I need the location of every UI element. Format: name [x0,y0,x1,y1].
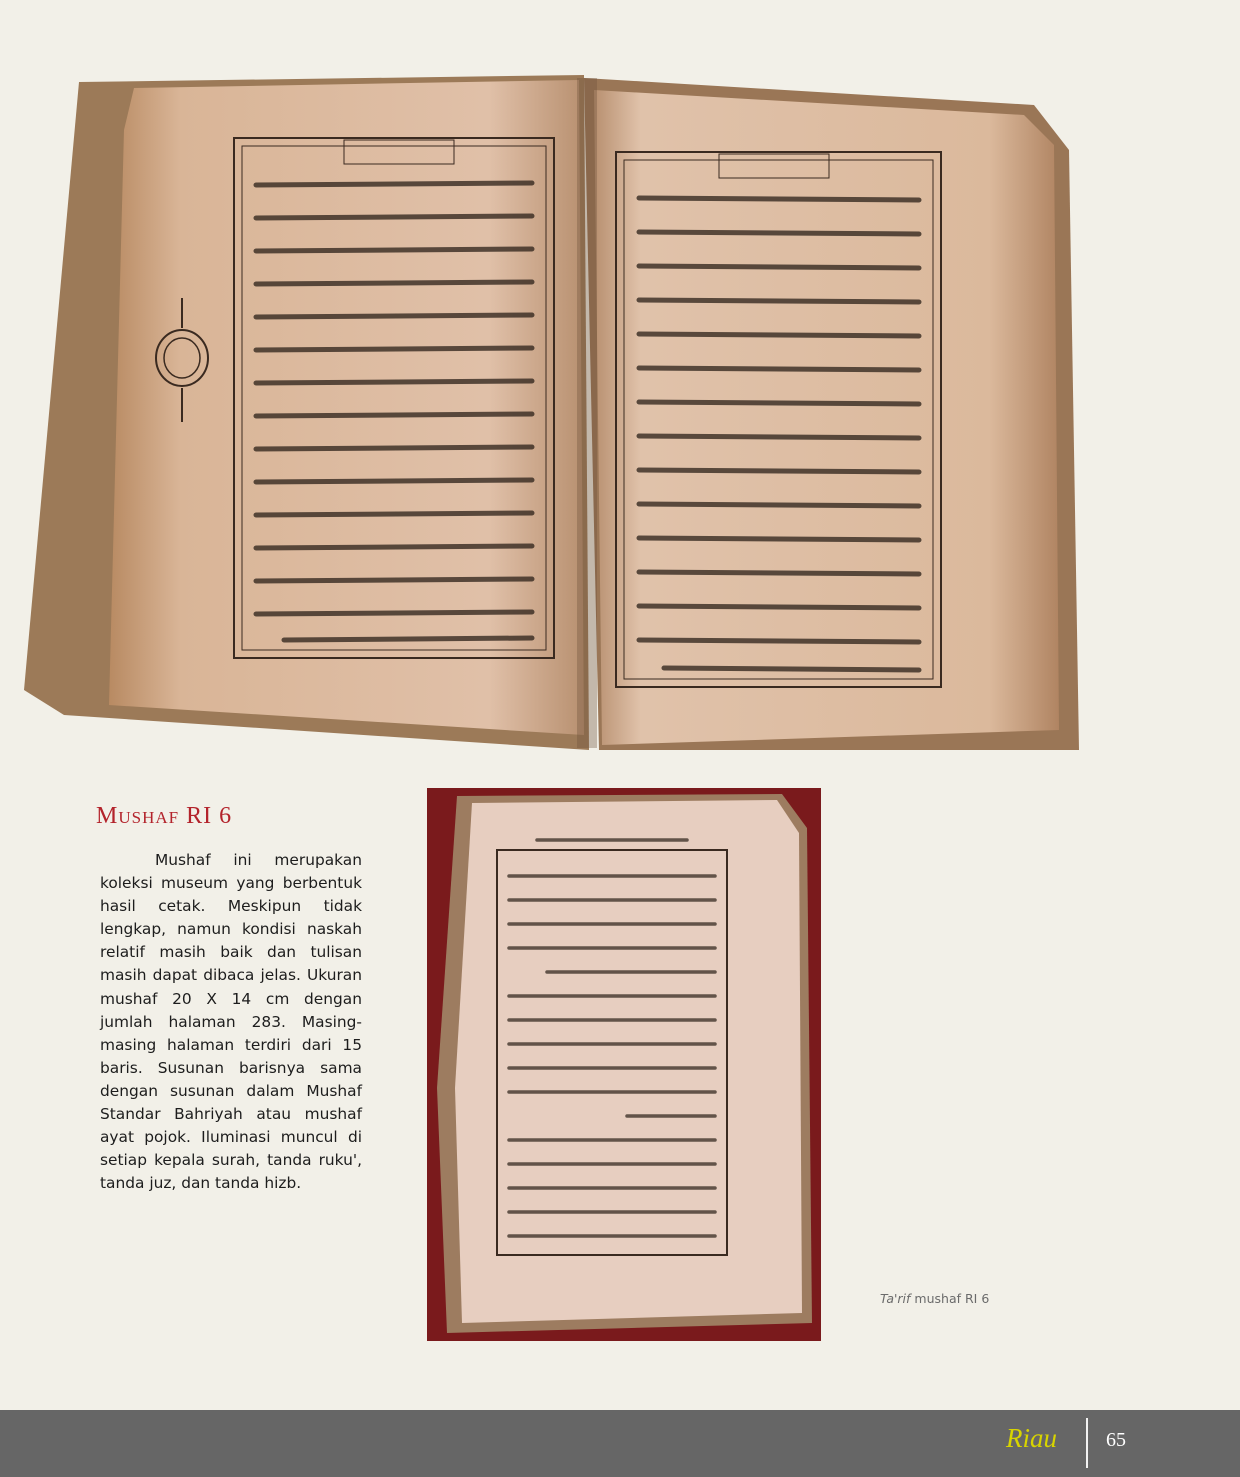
caption-italic: Ta'rif [880,1291,911,1306]
section-title: Mushaf RI 6 [96,803,233,829]
open-mushaf-photo [24,70,1084,760]
tarif-page-photo [427,788,821,1341]
caption-rest: mushaf RI 6 [910,1291,990,1306]
footer-divider [1086,1418,1088,1468]
footer-brand: Riau [1006,1423,1057,1453]
page-number: 65 [1106,1429,1126,1451]
page-footer [0,1410,1240,1477]
photo-caption [880,1291,989,1306]
body-paragraph: Mushaf ini merupakan koleksi museum yang berbentuk hasil cetak. Meskipun tidak lengkap, namun kondisi naskah relatif masih baik dan tulisan masih dapat dibaca jelas. Ukuran mushaf 20 X 14 cm dengan jumlah halaman 283. Masing-masing halaman terdiri dari 15 baris. Susunan barisnya sama dengan susunan dalam Mushaf Standar Bahriyah atau mushaf ayat pojok. Iluminasi muncul di setiap kepala surah, tanda ruku', tanda juz, dan tanda hizb. [100,851,362,1193]
